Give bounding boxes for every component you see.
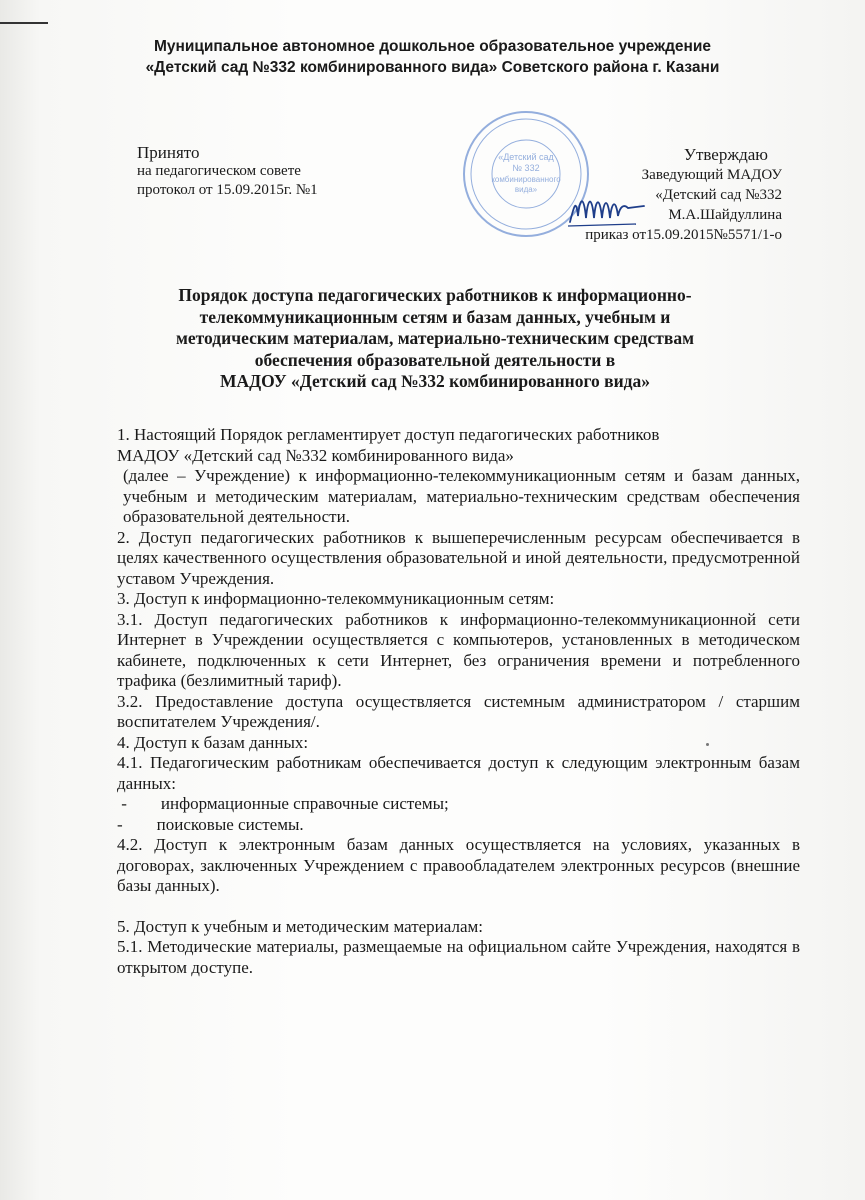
svg-text:вида»: вида» <box>514 185 538 194</box>
paragraph-4: 4. Доступ к базам данных: <box>117 732 309 752</box>
title-line: обеспечения образовательной деятельности в <box>254 349 616 370</box>
paragraph-1-line2: МАДОУ «Детский сад №332 комбинированного вида» <box>117 445 514 465</box>
title-line: МАДОУ «Детский сад №332 комбинированного вида» <box>219 371 651 391</box>
paragraph-3: 3. Доступ к информационно-телекоммуникационным сетям: <box>117 589 555 608</box>
title-line: методическим материалам, материально-техническим средствам <box>175 328 695 348</box>
paragraph-4-1: 4.1. Педагогическим работникам обеспечивается доступ к следующим электронным базам данных: <box>117 753 800 793</box>
scan-edge-mark <box>0 22 48 24</box>
paragraph-2: 2. Доступ педагогических работников к вышеперечисленным ресурсам обеспечивается в целях качественного осуществления образовательной и иной деятельности, предусмотренной уставом Учреждения. <box>117 527 800 588</box>
institution-name: Муниципальное автономное дошкольное образовательное учреждение <box>153 38 712 55</box>
bullet-item: - поисковые системы. <box>117 814 304 834</box>
approved-title: Утверждаю <box>683 145 768 164</box>
paragraph-5: 5. Доступ к учебным и методическим материалам: <box>117 916 483 936</box>
approved-org: «Детский сад №332 <box>655 187 782 203</box>
institution-name-2: «Детский сад №332 комбинированного вида» Советского района г. Казани <box>145 59 720 76</box>
handwritten-signature <box>566 186 648 232</box>
paragraph-3-1: 3.1. Доступ педагогических работников к информационно-телекоммуникационной сети Интернет в Учреждении осуществляется с компьютеров, установленных в методическом кабинете, подключенных к сети Интернет, без ограничения времени и потребленного трафика (безлимитный тариф). <box>117 609 800 690</box>
accepted-title: Принято <box>137 143 200 162</box>
bullet-item: - информационные справочные системы; <box>117 794 449 813</box>
title-line: телекоммуникационным сетям и базам данных, учебным и <box>199 306 671 327</box>
title-line: Порядок доступа педагогических работников к информационно- <box>178 285 692 305</box>
approved-signatory: М.А.Шайдуллина <box>668 207 782 223</box>
scan-speck <box>706 743 709 746</box>
svg-text:№ 332: № 332 <box>512 163 540 173</box>
document-body <box>117 425 800 978</box>
accepted-block <box>137 143 318 200</box>
paragraph-4-2: 4.2. Доступ к электронным базам данных осуществляется на условиях, указанных в договорах, заключенных Учреждением с правообладателем электронных ресурсов (внешние базы данных). <box>117 835 800 895</box>
approved-order: приказ от15.09.2015№5571/1-о <box>585 227 782 243</box>
svg-text:комбинированного: комбинированного <box>491 175 561 184</box>
document-title <box>110 285 760 393</box>
spacer <box>117 897 800 917</box>
accepted-council: на педагогическом совете <box>137 163 301 179</box>
paragraph-5-1: 5.1. Методические материалы, размещаемые на официальном сайте Учреждения, находятся в открытом доступе. <box>117 937 800 977</box>
accepted-protocol: протокол от 15.09.2015г. №1 <box>137 182 318 198</box>
paragraph-3-2: 3.2. Предоставление доступа осуществляется системным администратором / старшим воспитателем Учреждения/. <box>117 691 800 731</box>
paragraph-1-line3: (далее – Учреждение) к информационно-телекоммуникационным сетям и базам данных, учебным и методическим материалам, материально-техническим средствам обеспечения образовательной деятельности. <box>123 466 800 526</box>
paragraph-1-line1: 1. Настоящий Порядок регламентирует доступ педагогических работников <box>117 425 660 444</box>
svg-text:«Детский сад: «Детский сад <box>498 152 554 162</box>
approved-position: Заведующий МАДОУ <box>641 167 782 183</box>
